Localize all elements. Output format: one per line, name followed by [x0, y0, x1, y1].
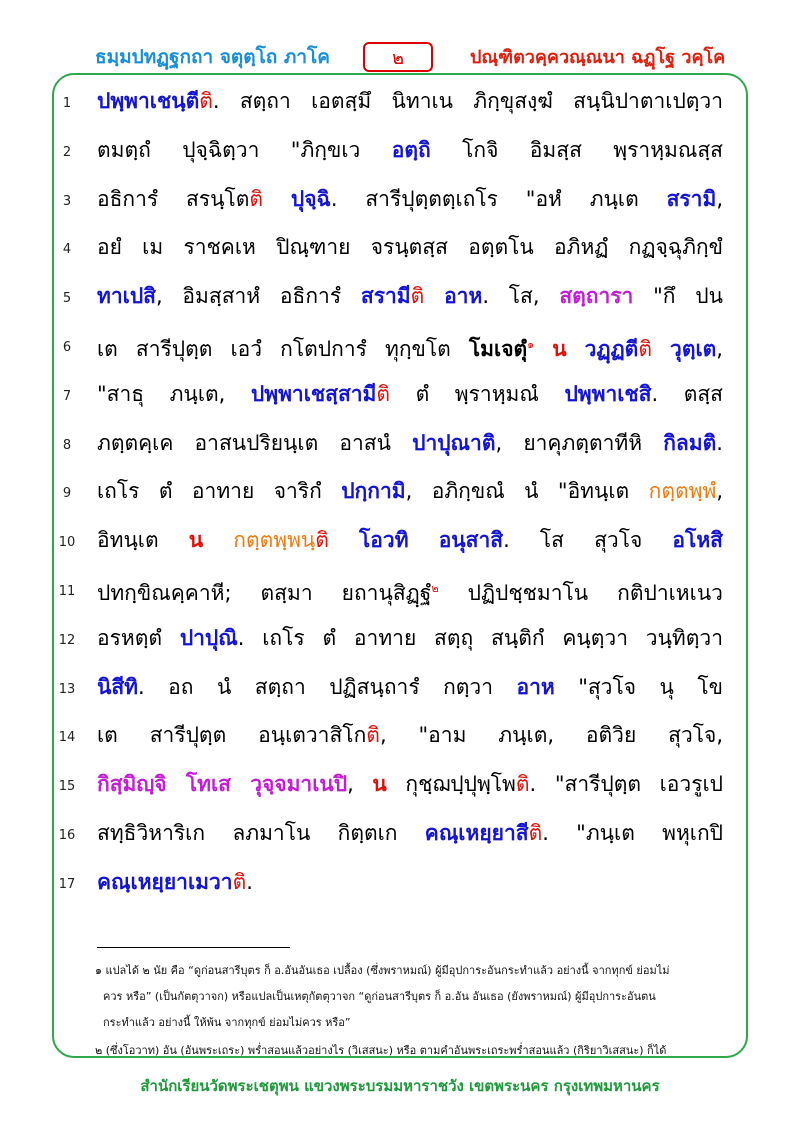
line-text: [97, 716, 723, 754]
highlighted-word: โมเจตุํ: [468, 337, 528, 361]
line-text: [97, 375, 723, 413]
highlighted-word: อนุสาสิ: [438, 528, 504, 553]
text-segment: ตมตฺถํ ปุจฺฉิตฺวา "ภิกฺขเว: [97, 137, 392, 162]
highlighted-word: น: [552, 337, 567, 361]
text-line: [0, 326, 800, 371]
line-number: 12: [58, 632, 76, 648]
header-left-title: ธมฺมปทฏฺฐกถา จตุตฺโถ ภาโค: [95, 46, 331, 68]
highlighted-word: ปพฺพาเชนฺตี: [97, 89, 200, 113]
highlighted-word: ติ: [232, 869, 247, 894]
line-number: 11: [58, 584, 76, 599]
highlighted-word: กิลมติ: [663, 430, 717, 455]
text-segment: . เถโร ตํ อาทาย สตฺถุ สนฺติกํ คนฺตฺวา วนฺทิตฺวา: [237, 625, 723, 650]
line-number: 6: [62, 340, 72, 355]
highlighted-word: ติ: [528, 821, 543, 845]
line-number: 13: [58, 681, 76, 697]
highlighted-word: อตฺถิ: [391, 137, 431, 162]
line-text: [97, 180, 723, 218]
footnote-1-line-1: ๑ แปลได้ ๒ นัย คือ “ดูก่อนสารีบุตร ก็ อ.อันอันเธอ เปลื้อง (ซึ่งพราหมณ์) ผู้มีอุปการะอันกระทำแล้ว อย่างนี้ จากทุกข์ ย่อมไม่: [95, 964, 670, 977]
highlighted-word: สรามิ: [666, 186, 717, 211]
line-number: 15: [58, 779, 76, 795]
text-segment: . "ภนฺเต พหุเกปิ: [542, 821, 723, 845]
text-segment: อิทนฺเต: [97, 528, 189, 553]
footnote-marker: ๒: [431, 582, 439, 595]
line-text: [97, 228, 723, 266]
highlighted-word: ติ: [515, 772, 530, 797]
footnote-2: ๒ (ซึ่งโอวาท) อัน (อันพระเถระ) พร่ำสอนแล้วอย่างไร (วิเสสนะ) หรือ ตามคำอันพระเถระพร่ำสอนแล้ว (กิริยาวิเสสนะ) ก็ได้: [95, 1044, 667, 1057]
highlighted-word: อาห: [516, 674, 555, 699]
text-segment: "สุวโจ นุ โข: [554, 674, 723, 699]
text-segment: . สตฺถา เอตสฺมึ นิทาเน ภิกฺขุสงฺฆํ สนฺนิปาตาเปตฺวา: [212, 89, 723, 113]
highlighted-word: ติ: [366, 723, 380, 748]
text-line: [0, 424, 800, 469]
text-segment: ,: [716, 186, 723, 211]
line-number: 14: [58, 730, 76, 746]
text-segment: [567, 337, 585, 361]
line-text: [97, 668, 723, 706]
highlighted-word: ติ: [410, 284, 425, 309]
text-segment: [329, 528, 359, 552]
text-line: [0, 814, 800, 859]
text-segment: เต สารีปุตฺต เอวํ กโตปการํ ทุกฺขโต: [97, 337, 469, 361]
highlighted-word: นิสีทิ: [97, 674, 139, 699]
text-segment: "สาธุ ภนฺเต,: [97, 381, 251, 406]
text-segment: ปฏิปชฺชมาโน กติปาเหเนว: [438, 581, 723, 605]
highlighted-word: อาห: [444, 284, 483, 309]
highlighted-word: คณฺเหยฺยาเมวา: [97, 869, 233, 894]
highlighted-word: ปุจฺฉิ: [290, 186, 331, 211]
footnote-1-line-3: กระทำแล้ว อย่างนี้ ให้พ้น จากทุกข์ ย่อมไม่ควร หรือ”: [103, 1016, 351, 1029]
text-line: [0, 180, 800, 225]
text-segment: . อถ นํ สตฺถา ปฏิสนฺถารํ กตฺวา: [138, 674, 517, 699]
highlighted-word: สตฺถารา: [559, 284, 634, 309]
line-text: [97, 863, 723, 901]
text-segment: เต สารีปุตฺต อนฺเตวาสิโก: [97, 723, 367, 748]
text-segment: . โส,: [482, 284, 560, 309]
text-segment: . "สารีปุตฺต เอวรูเป: [529, 772, 723, 797]
footnote-rule: [97, 947, 290, 948]
text-line: [0, 765, 800, 810]
text-segment: ปทกฺขิณคฺคาหี; ตสฺมา ยถานุสิฏฺฐํ: [97, 581, 432, 605]
highlighted-word: น: [188, 528, 204, 553]
line-number: 5: [62, 291, 72, 307]
text-segment: . สารีปุตฺตตฺเถโร "อหํ ภนฺเต: [330, 186, 667, 211]
text-segment: เถโร ตํ อาทาย จาริกํ: [97, 479, 342, 504]
line-text: [97, 814, 723, 852]
footnote-marker: ๑: [527, 338, 535, 351]
text-segment: อรหตฺตํ: [97, 625, 180, 650]
text-line: [0, 716, 800, 761]
line-text: [97, 277, 723, 315]
highlighted-word: วฏฺฏตี: [584, 337, 639, 361]
highlighted-word: ติ: [638, 337, 652, 361]
highlighted-word: ติ: [315, 528, 329, 553]
text-line: [0, 668, 800, 713]
line-number: 1: [62, 96, 72, 111]
text-segment: ,: [716, 479, 723, 504]
text-segment: "กึ ปน: [633, 284, 723, 309]
line-text: [97, 570, 723, 612]
text-line: [0, 863, 800, 908]
line-text: [97, 82, 723, 120]
text-line: [0, 472, 800, 517]
highlighted-word: วุตฺเต: [670, 337, 717, 361]
text-line: [0, 570, 800, 615]
highlighted-word: ปพฺพาเชสฺสามี: [250, 381, 377, 406]
line-text: [97, 619, 723, 657]
line-text: [97, 424, 723, 462]
text-segment: โกจิ อิมสฺส พฺราหฺมณสฺส: [430, 137, 723, 162]
text-segment: , "อาม ภนฺเต, อติวิย สุวโจ,: [379, 723, 723, 748]
text-segment: , อภิกฺขณํ นํ "อิทนฺเต: [405, 479, 649, 504]
text-line: [0, 82, 800, 127]
institution-footer: สำนักเรียนวัดพระเชตุพน แขวงพระบรมมหาราชวัง เขตพระนคร กรุงเทพมหานคร: [140, 1077, 660, 1095]
line-number: 10: [58, 535, 76, 551]
text-segment: , ยาคุภตฺตาทีหิ: [495, 430, 664, 455]
line-text: [97, 521, 723, 559]
highlighted-word: ปพฺพาเชสิ: [564, 381, 652, 406]
line-number: 4: [62, 242, 72, 258]
highlighted-word: กตฺตพฺพนฺ: [233, 528, 316, 553]
text-segment: [534, 337, 552, 361]
header-right-title: ปณฺฑิตวคฺควณฺณนา ฉฏฺโฐ วคฺโค: [470, 47, 726, 68]
line-number: 2: [62, 144, 72, 160]
highlighted-word: ปาปุณาติ: [412, 430, 496, 455]
highlighted-word: คณฺเหยฺยาสี: [424, 821, 529, 845]
text-line: [0, 228, 800, 273]
highlighted-word: สรามี: [360, 284, 411, 309]
highlighted-word: ปาปุณิ: [179, 625, 238, 650]
highlighted-word: กตฺตพฺพํ: [648, 479, 717, 504]
line-number: 7: [62, 388, 72, 404]
line-text: [97, 326, 723, 368]
highlighted-word: อโหสิ: [672, 528, 723, 553]
highlighted-word: กิสฺมิญฺจิ โทเส วุจฺจมาเนปิ: [97, 772, 348, 797]
text-segment: ,: [347, 772, 373, 797]
line-number: 3: [62, 193, 72, 209]
highlighted-word: ติ: [376, 381, 391, 406]
line-number: 8: [62, 437, 72, 453]
text-segment: ภตฺตคฺเค อาสนปริยนฺเต อาสนํ: [97, 430, 413, 455]
text-segment: . ตสฺส: [651, 381, 723, 406]
text-segment: [424, 284, 444, 308]
text-segment: [203, 528, 233, 552]
text-segment: [263, 187, 291, 211]
text-segment: .: [716, 430, 723, 455]
text-segment: , อิมสฺสาหํ อธิการํ: [155, 284, 361, 309]
text-segment: ตํ พฺราหฺมณํ: [390, 381, 565, 406]
text-line: [0, 277, 800, 322]
text-segment: อธิการํ สรนฺโต: [97, 186, 250, 211]
line-text: [97, 472, 723, 510]
text-segment: [409, 528, 439, 552]
text-segment: .: [246, 869, 253, 894]
text-line: [0, 131, 800, 176]
text-segment: ,: [716, 337, 723, 361]
line-text: [97, 765, 723, 803]
line-text: [97, 131, 723, 169]
line-number: 16: [58, 828, 76, 843]
text-line: [0, 521, 800, 566]
highlighted-word: ปกฺกามิ: [341, 479, 406, 504]
text-segment: สทฺธิวิหาริเก ลภมาโน กิตฺตเก: [97, 821, 425, 845]
highlighted-word: โอวทิ: [359, 528, 409, 553]
text-line: [0, 619, 800, 664]
line-number: 9: [62, 486, 72, 502]
text-segment: [652, 337, 670, 361]
text-segment: อยํ เม ราชคเห ปิณฺฑาย จรนฺตสฺส อตฺตโน อภิหฏํ กฏจฺฉุภิกฺขํ: [97, 235, 723, 260]
text-line: [0, 375, 800, 420]
highlighted-word: ติ: [199, 89, 213, 113]
footnote-1-line-2: ควร หรือ” (เป็นกัตตุวาจก) หรือแปลเป็นเหตุกัตตุวาจก “ดูก่อนสารีบุตร ก็ อ.อัน อันเธอ (ยังพราหมณ์) ผู้มีอุปการะอันตน: [103, 990, 656, 1003]
highlighted-word: ติ: [249, 186, 264, 211]
line-number: 17: [58, 876, 76, 892]
page-number: ๒: [363, 42, 433, 72]
highlighted-word: ทาเปสิ: [97, 284, 156, 309]
highlighted-word: น: [372, 772, 387, 797]
text-segment: . โส สุวโจ: [503, 528, 673, 553]
text-segment: กุชฺฌปฺปุพฺโพ: [386, 772, 516, 797]
